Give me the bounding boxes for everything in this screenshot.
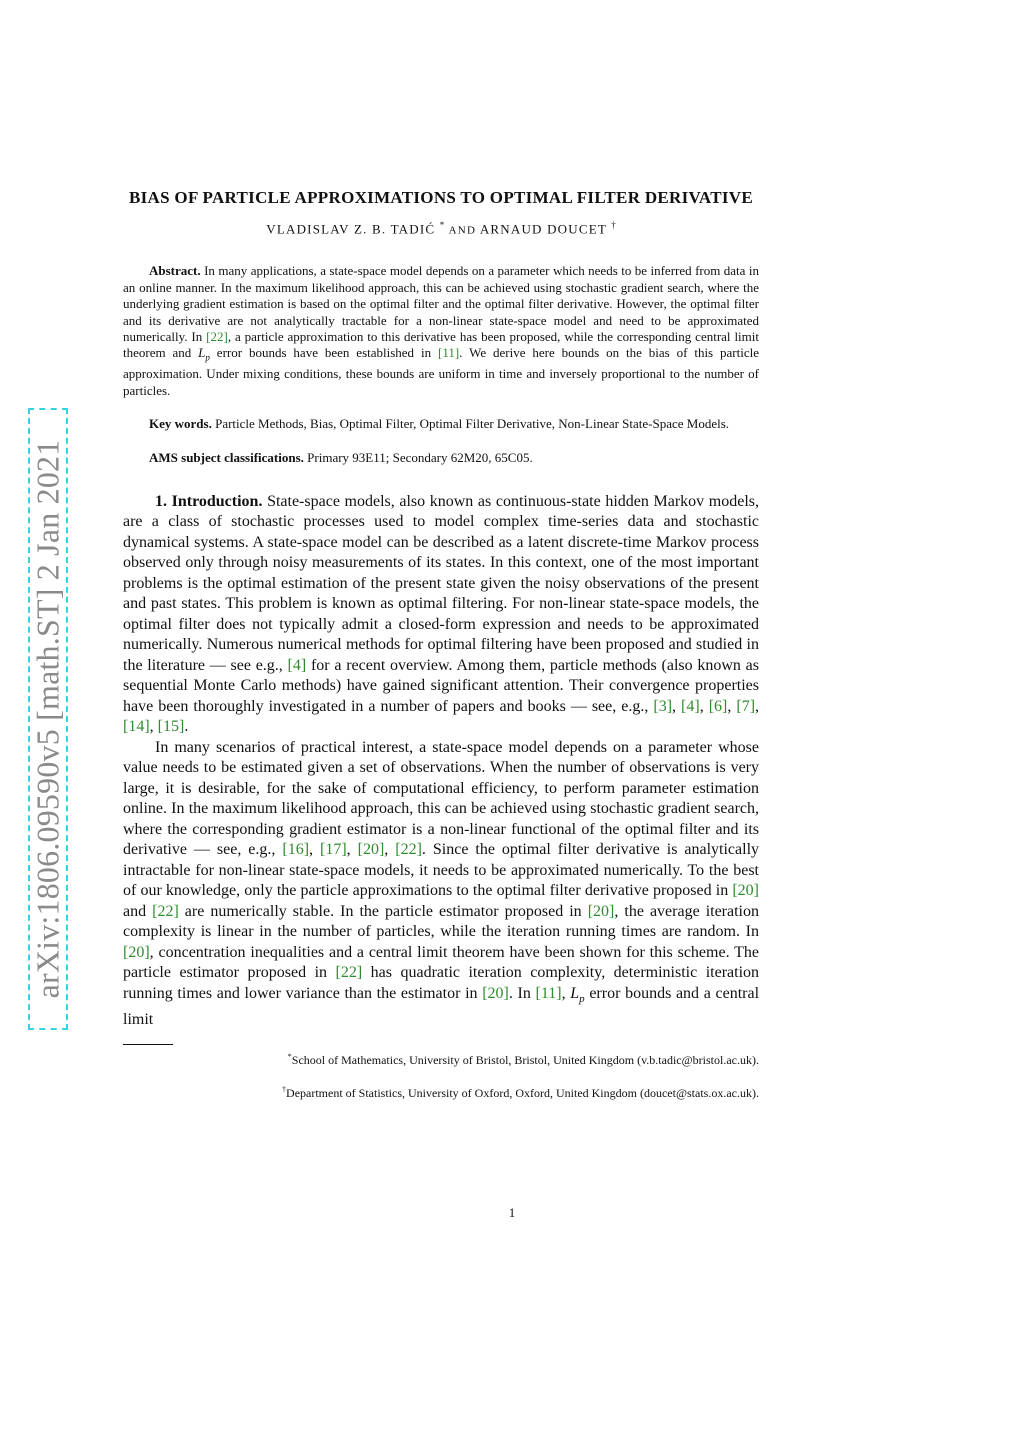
intro-text: for a recent overview. Among them, particle methods (also known as sequential Monte Carlo methods) have gained significant attention. Their convergence properties have been thoroughly investigated in a number of papers and books — see, e.g., — [123, 656, 759, 715]
footnote-mark-1: * — [439, 220, 445, 230]
ams-text: Primary 93E11; Secondary 62M20, 65C05. — [303, 449, 533, 465]
section-heading: 1. Introduction. — [155, 492, 263, 510]
page-number: 1 — [508, 1205, 516, 1220]
footnote-mark: * — [287, 1052, 292, 1062]
footnote-1 — [123, 1049, 759, 1068]
paper-title: BIAS OF PARTICLE APPROXIMATIONS TO OPTIMAL FILTER DERIVATIVE — [128, 188, 753, 207]
citation-link[interactable]: [16] — [282, 841, 310, 859]
intro-text: In many scenarios of practical interest, a state-space model depends on a parameter whose value needs to be estimated given a set of observations. When the number of observations is very large, it is desirable, for the sake of computational efficiency, to perform parameter estimation online. In the maximum likelihood approach, this can be achieved using stochastic gradient search, where the corresponding gradient estimator is a non-linear functional of the optimal filter and its derivative — see, e.g., — [123, 738, 759, 859]
intro-text: State-space models, also known as continuous-state hidden Markov models, are a class of stochastic processes used to model complex time-series data and stochastic dynamical systems. A state-space model can be described as a latent discrete-time Markov process observed only through noisy measurements of its states. In this context, one of the most important problems is the optimal estimation of the present state given the noisy observations of the present and past states. This problem is known as optimal filtering. For non-linear state-space models, the optimal filter does not typically admit a closed-form expression and needs to be approximated numerically. Numerous numerical methods for optimal filtering have been proposed and studied in the literature — see e.g., — [123, 492, 759, 674]
citation-link[interactable]: [22] — [152, 902, 179, 920]
author-conjunction: AND — [448, 224, 477, 237]
intro-text: , the average iteration complexity is linear in the number of particles, while the iteration running times are random. In — [123, 902, 760, 941]
ams-label: AMS subject classifications. — [149, 449, 304, 465]
abstract-text-1: In many applications, a state-space model depends on a parameter which needs to be inferred from data in an online manner. In the maximum likelihood approach, this can be achieved using stochastic gradient search, where the underlying gradient estimation is based on the optimal filter and the optimal filter derivative. However, the optimal filter and its derivative are not analytically tractable for a non-linear state-space model and need to be approximated numerically. In — [123, 263, 759, 344]
keywords — [123, 416, 759, 432]
author-tadic: VLADISLAV Z. B. TADIĆ — [266, 221, 436, 237]
intro-text: . Since the optimal filter derivative is analytically intractable for non-linear state-space models, it needs to be approximated numerically. To the best of our knowledge, only the particle approximations to the optimal filter derivative proposed in — [123, 841, 760, 900]
abstract-text-4: . We derive here bounds on the bias of this particle approximation. Under mixing conditions, these bounds are uniform in time and inversely proportional to the number of particles. — [123, 345, 759, 398]
citation-link[interactable]: [20] — [123, 943, 150, 961]
lp-symbol: L — [570, 984, 580, 1002]
arxiv-identifier: arXiv:1806.09590v5 [math.ST] 2 Jan 2021 — [29, 439, 66, 999]
footnote-divider — [123, 1044, 173, 1045]
citation-link[interactable]: [15] — [157, 718, 185, 736]
footnote-mark-2: † — [611, 220, 616, 230]
intro-text: error bounds and a central limit — [123, 984, 760, 1028]
abstract — [123, 263, 759, 399]
paper-page — [123, 188, 759, 1101]
author-doucet: ARNAUD DOUCET — [479, 221, 607, 237]
citation-link[interactable]: [14] — [123, 718, 150, 736]
citation-link[interactable]: [4] — [681, 697, 700, 715]
arxiv-stamp — [28, 408, 68, 1030]
citation-link[interactable]: [22] — [206, 328, 228, 344]
lp-symbol: L — [198, 345, 206, 361]
abstract-text-3: error bounds have been established in — [209, 345, 438, 361]
citation-link[interactable]: [20] — [482, 984, 509, 1002]
footnote-text: School of Mathematics, University of Bristol, Bristol, United Kingdom (v.b.tadic@bristol.ac.uk). — [291, 1053, 759, 1068]
intro-text: are numerically stable. In the particle estimator proposed in — [178, 902, 588, 920]
citation-link[interactable]: [6] — [708, 697, 728, 715]
citation-link[interactable]: [3] — [653, 697, 673, 715]
intro-text: and — [123, 902, 153, 920]
abstract-label: Abstract. — [149, 263, 201, 279]
abstract-text-2: , a particle approximation to this derivative has been proposed, while the corresponding central limit theorem and — [123, 328, 759, 361]
citation-link[interactable]: [17] — [320, 841, 347, 859]
citation-link[interactable]: [22] — [395, 841, 422, 859]
intro-paragraph-2: In many scenarios of practical interest, a state-space model depends on a parameter whose value needs to be estimated given a set of observations. When the number of observations is very large, it is desirable, for the sake of computational efficiency, to perform parameter estimation online. In the maximum likelihood approach, this can be achieved using stochastic gradient search, where the corresponding gradient estimator is a non-linear functional of the optimal filter and its derivative — see, e.g., [16], [17], [20], [22]. Since the optimal filter derivative is analytically intractable for non-linear state-space models, it needs to be approximated numerically. To the best of our knowledge, only the particle approximations to the optimal filter derivative proposed in [20] and [22] are numerically stable. In the particle estimator proposed in [20], the average iteration complexity is linear in the number of particles, while the iteration running times are random. In [20], concentration inequalities and a central limit theorem have been shown for this scheme. The particle estimator proposed in [22] has quadratic iteration complexity, deterministic iteration running times and lower variance than the estimator in [20]. In [11], $L_p$ error bounds and a central limit — [123, 738, 760, 1028]
intro-text: has quadratic iteration complexity, deterministic iteration running times and lower variance than the estimator in — [123, 964, 760, 1002]
citation-link[interactable]: [20] — [587, 902, 615, 920]
intro-paragraph-1: 1. Introduction. State-space models, also known as continuous-state hidden Markov models, are a class of stochastic processes used to model complex time-series data and stochastic dynamical systems. A state-space model can be described as a latent discrete-time Markov process observed only through noisy measurements of its states. In this context, one of the most important problems is the optimal estimation of the present state given the noisy observations of the present and past states. This problem is known as optimal filtering. For non-linear state-space models, the optimal filter does not typically admit a closed-form expression and needs to be approximated numerically. Numerous numerical methods for optimal filtering have been proposed and studied in the literature — see e.g., [4] for a recent overview. Among them, particle methods (also known as sequential Monte Carlo methods) have gained significant attention. Their convergence properties have been thoroughly investigated in a number of papers and books — see, e.g., [3], [4], [6], [7], [14], [15]. — [123, 492, 760, 736]
footnote-2 — [123, 1082, 759, 1101]
keywords-text: Particle Methods, Bias, Optimal Filter, Optimal Filter Derivative, Non-Linear State-Space Models. — [211, 416, 730, 432]
citation-link[interactable]: [11] — [535, 984, 562, 1002]
keywords-label: Key words. — [149, 416, 212, 432]
footnote-text: Department of Statistics, University of Oxford, Oxford, United Kingdom (doucet@stats.ox.ac.uk). — [286, 1086, 759, 1101]
citation-link[interactable]: [20] — [732, 882, 759, 900]
author-line — [123, 220, 759, 237]
introduction-section — [123, 492, 759, 1030]
citation-link[interactable]: [7] — [736, 697, 756, 715]
citation-link[interactable]: [11] — [437, 345, 460, 361]
footnote-mark: † — [282, 1085, 287, 1095]
citation-link[interactable]: [4] — [287, 656, 307, 674]
ams-classification — [123, 450, 759, 466]
lp-subscript: p — [579, 993, 585, 1006]
citation-link[interactable]: [22] — [335, 964, 363, 982]
citation-link[interactable]: [20] — [357, 841, 385, 859]
intro-text: , concentration inequalities and a central limit theorem have been shown for this scheme. The particle estimator proposed in — [123, 943, 759, 982]
lp-subscript: p — [205, 352, 210, 363]
intro-text: . In — [508, 984, 536, 1002]
